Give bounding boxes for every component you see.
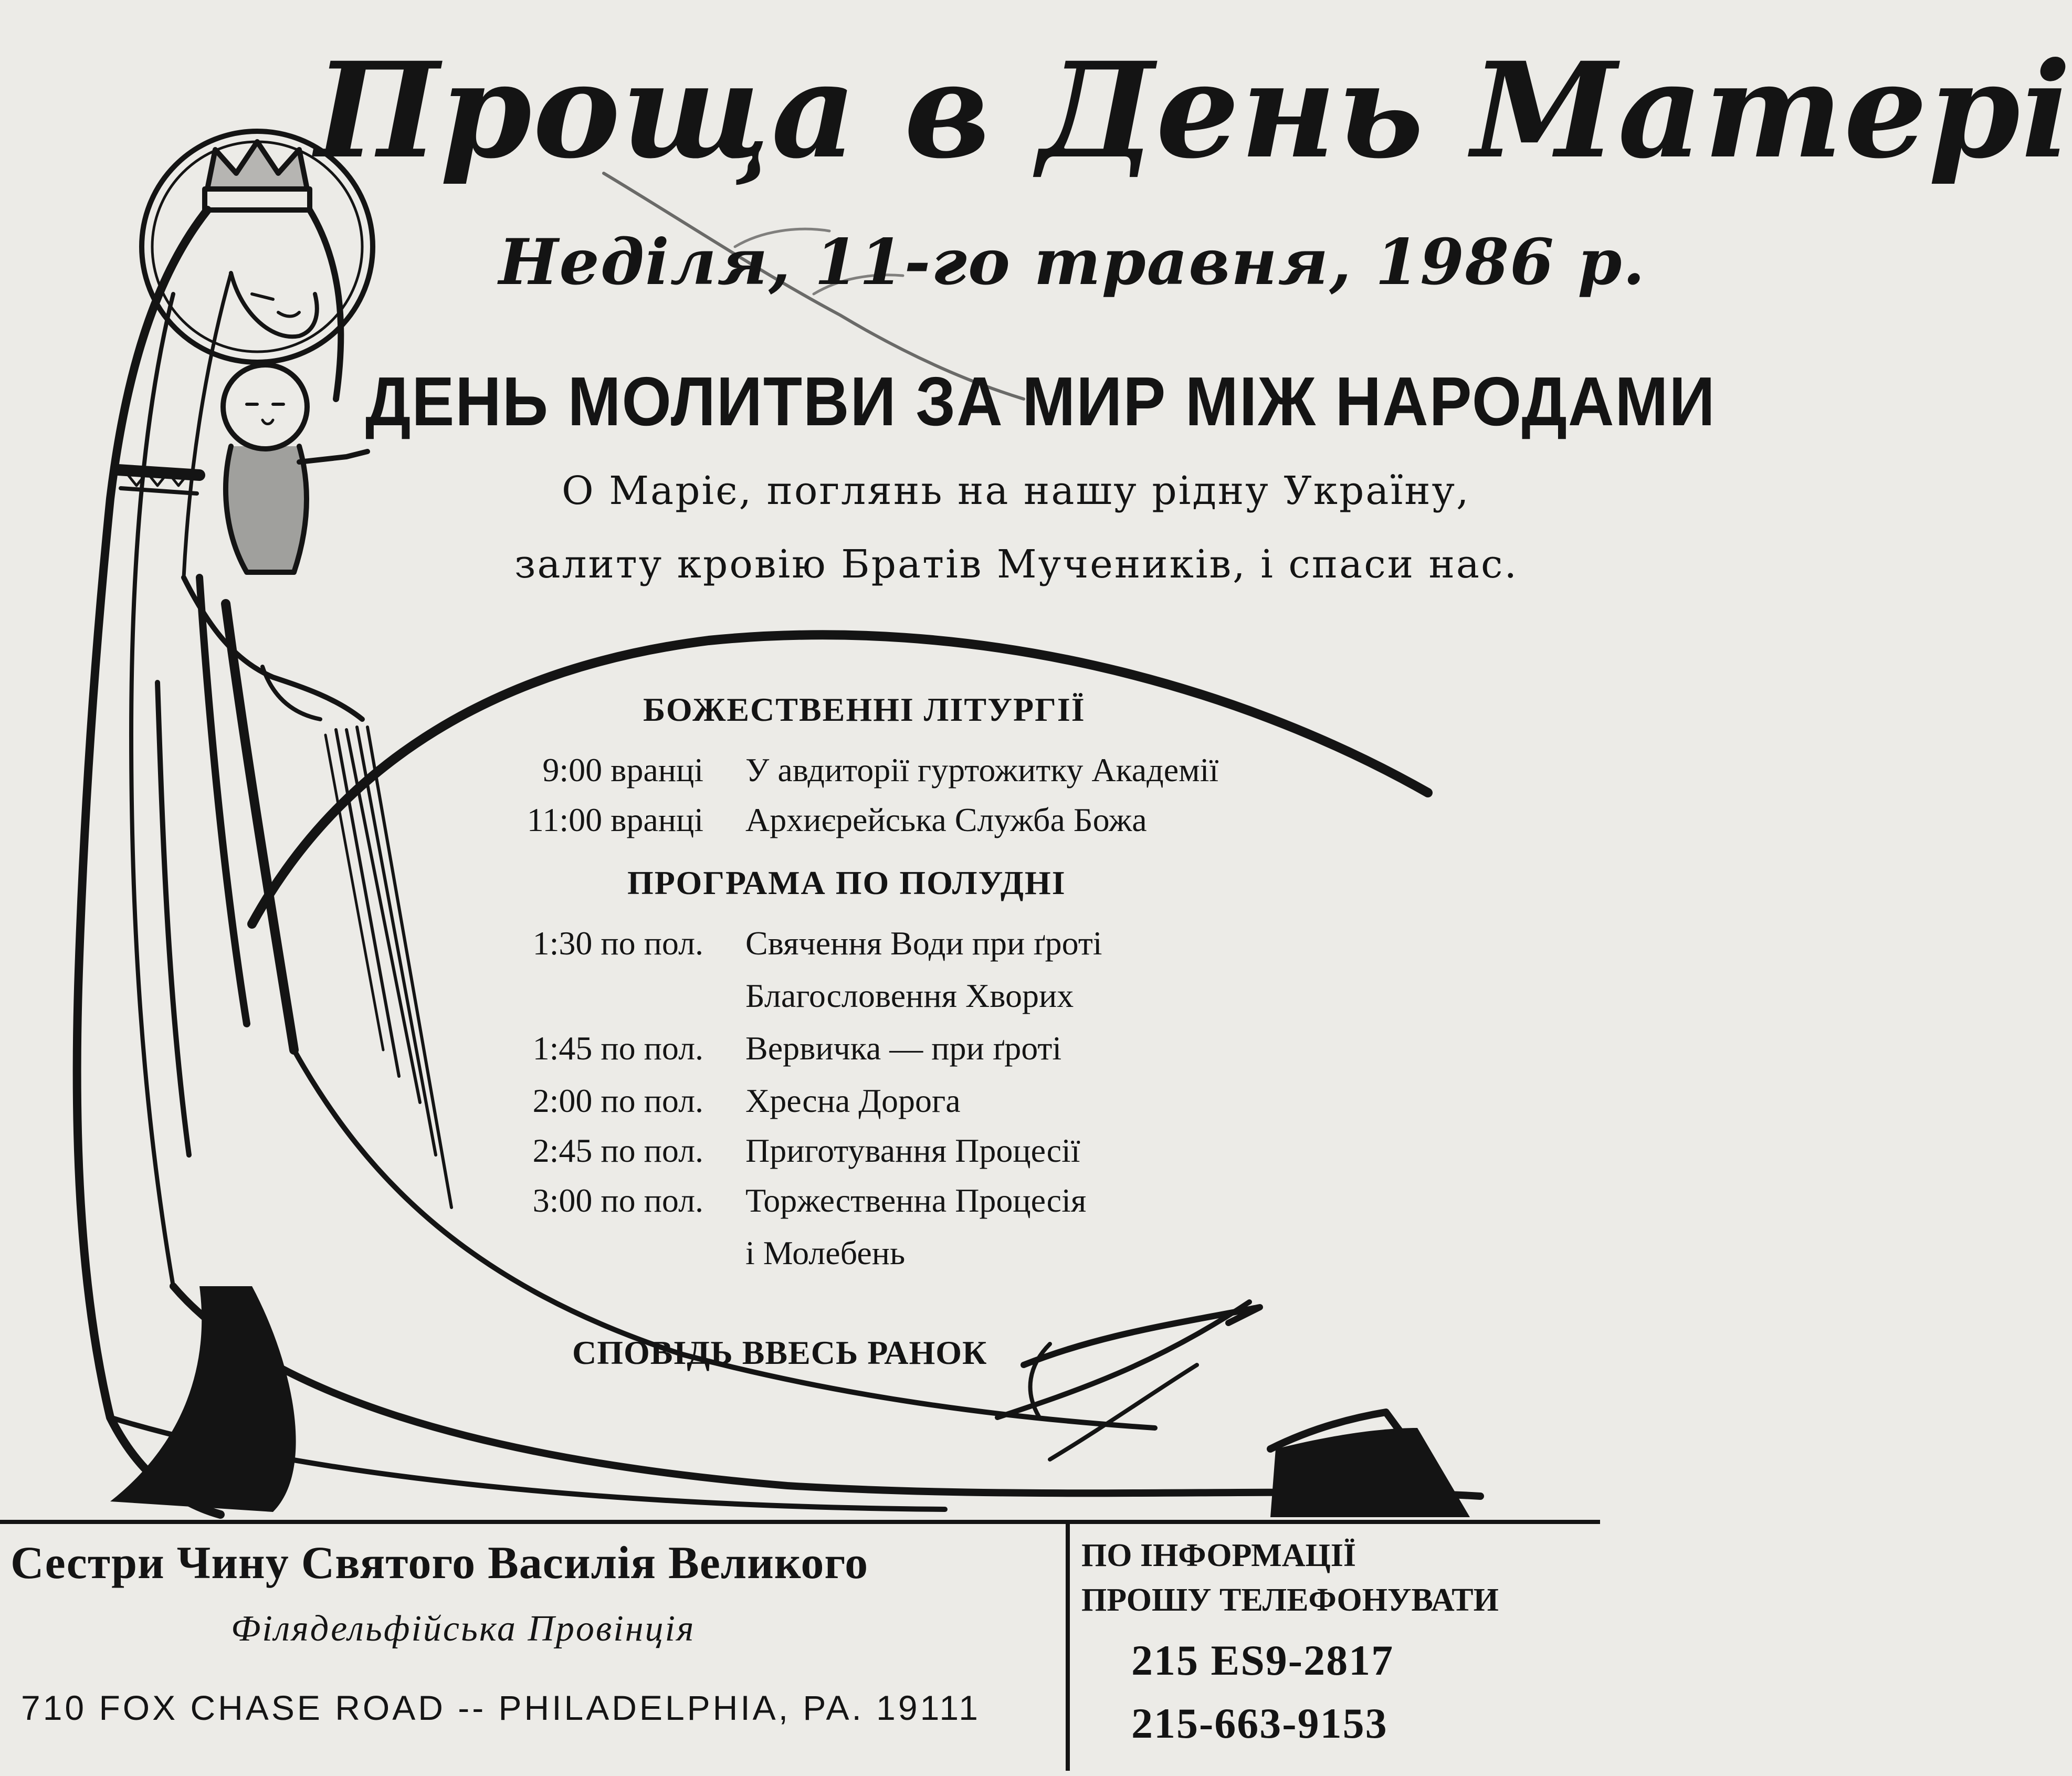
contact-heading-1: ПО ІНФОРМАЦІЇ [1081,1538,1356,1573]
confession-note: СПОВІДЬ ВВЕСЬ РАНОК [572,1334,987,1371]
event-date: Неділя, 11-го травня, 1986 р. [499,225,1646,299]
organization-province: Філядельфійська Провінція [231,1609,696,1649]
organization-block [10,1524,1066,1771]
organization-name: Сестри Чину Святого Василія Великого [10,1538,869,1589]
organization-address: 710 FOX CHASE ROAD -- PHILADELPHIA, PA. 19111 [21,1688,981,1727]
contact-block [1071,1524,1600,1771]
schedule-row [0,1026,1600,1070]
schedule-desc-2: і Молебень [745,1234,906,1271]
schedule-desc: Хресна Дорога [745,1082,961,1119]
schedule-row [0,1129,1600,1173]
schedule-row [0,1079,1600,1123]
schedule-time: 9:00 вранці [542,751,703,789]
afternoon-heading: ПРОГРАМА ПО ПОЛУДНІ [627,864,1066,901]
schedule-desc: Архиєрейська Служба Божа [745,801,1147,838]
poster-title: Проща в День Матері [315,33,2072,187]
liturgies-heading: БОЖЕСТВЕННІ ЛІТУРГІЇ [643,691,1086,728]
schedule-time: 1:45 по пол. [532,1029,703,1067]
headline: ДЕНЬ МОЛИТВИ ЗА МИР МІЖ НАРОДАМИ [365,363,1716,440]
schedule-desc: Свячення Води при ґроті [745,924,1102,962]
schedule-row [0,1179,1600,1278]
prayer-line-2: залиту кровію Братів Мучеників, і спаси нас. [514,542,1518,587]
schedule-desc-2: Благословення Хворих [745,977,1074,1014]
schedule-row [0,921,1600,1021]
schedule-time: 11:00 вранці [527,801,703,838]
phone-number-2: 215-663-9153 [1131,1699,1388,1747]
schedule-row [0,798,1600,842]
footer-top-rule [0,1520,1600,1524]
contact-heading-2: ПРОШУ ТЕЛЕФОНУВАТИ [1081,1582,1499,1618]
schedule-desc: Торжественна Процесія [745,1182,1087,1219]
schedule-time: 1:30 по пол. [532,924,703,962]
schedule-time: 2:45 по пол. [532,1132,703,1169]
prayer-line-1: О Маріє, поглянь на нашу рідну Україну, [562,468,1470,513]
schedule-time: 3:00 по пол. [532,1182,703,1219]
schedule-desc: У авдиторії гуртожитку Академії [745,751,1219,789]
schedule-row [0,748,1600,792]
schedule-desc: Приготування Процесії [745,1132,1080,1169]
schedule-desc: Вервичка — при ґроті [745,1029,1062,1067]
phone-number-1: 215 ES9-2817 [1131,1636,1394,1684]
footer-divider [1066,1524,1070,1771]
schedule-time: 2:00 по пол. [532,1082,703,1119]
